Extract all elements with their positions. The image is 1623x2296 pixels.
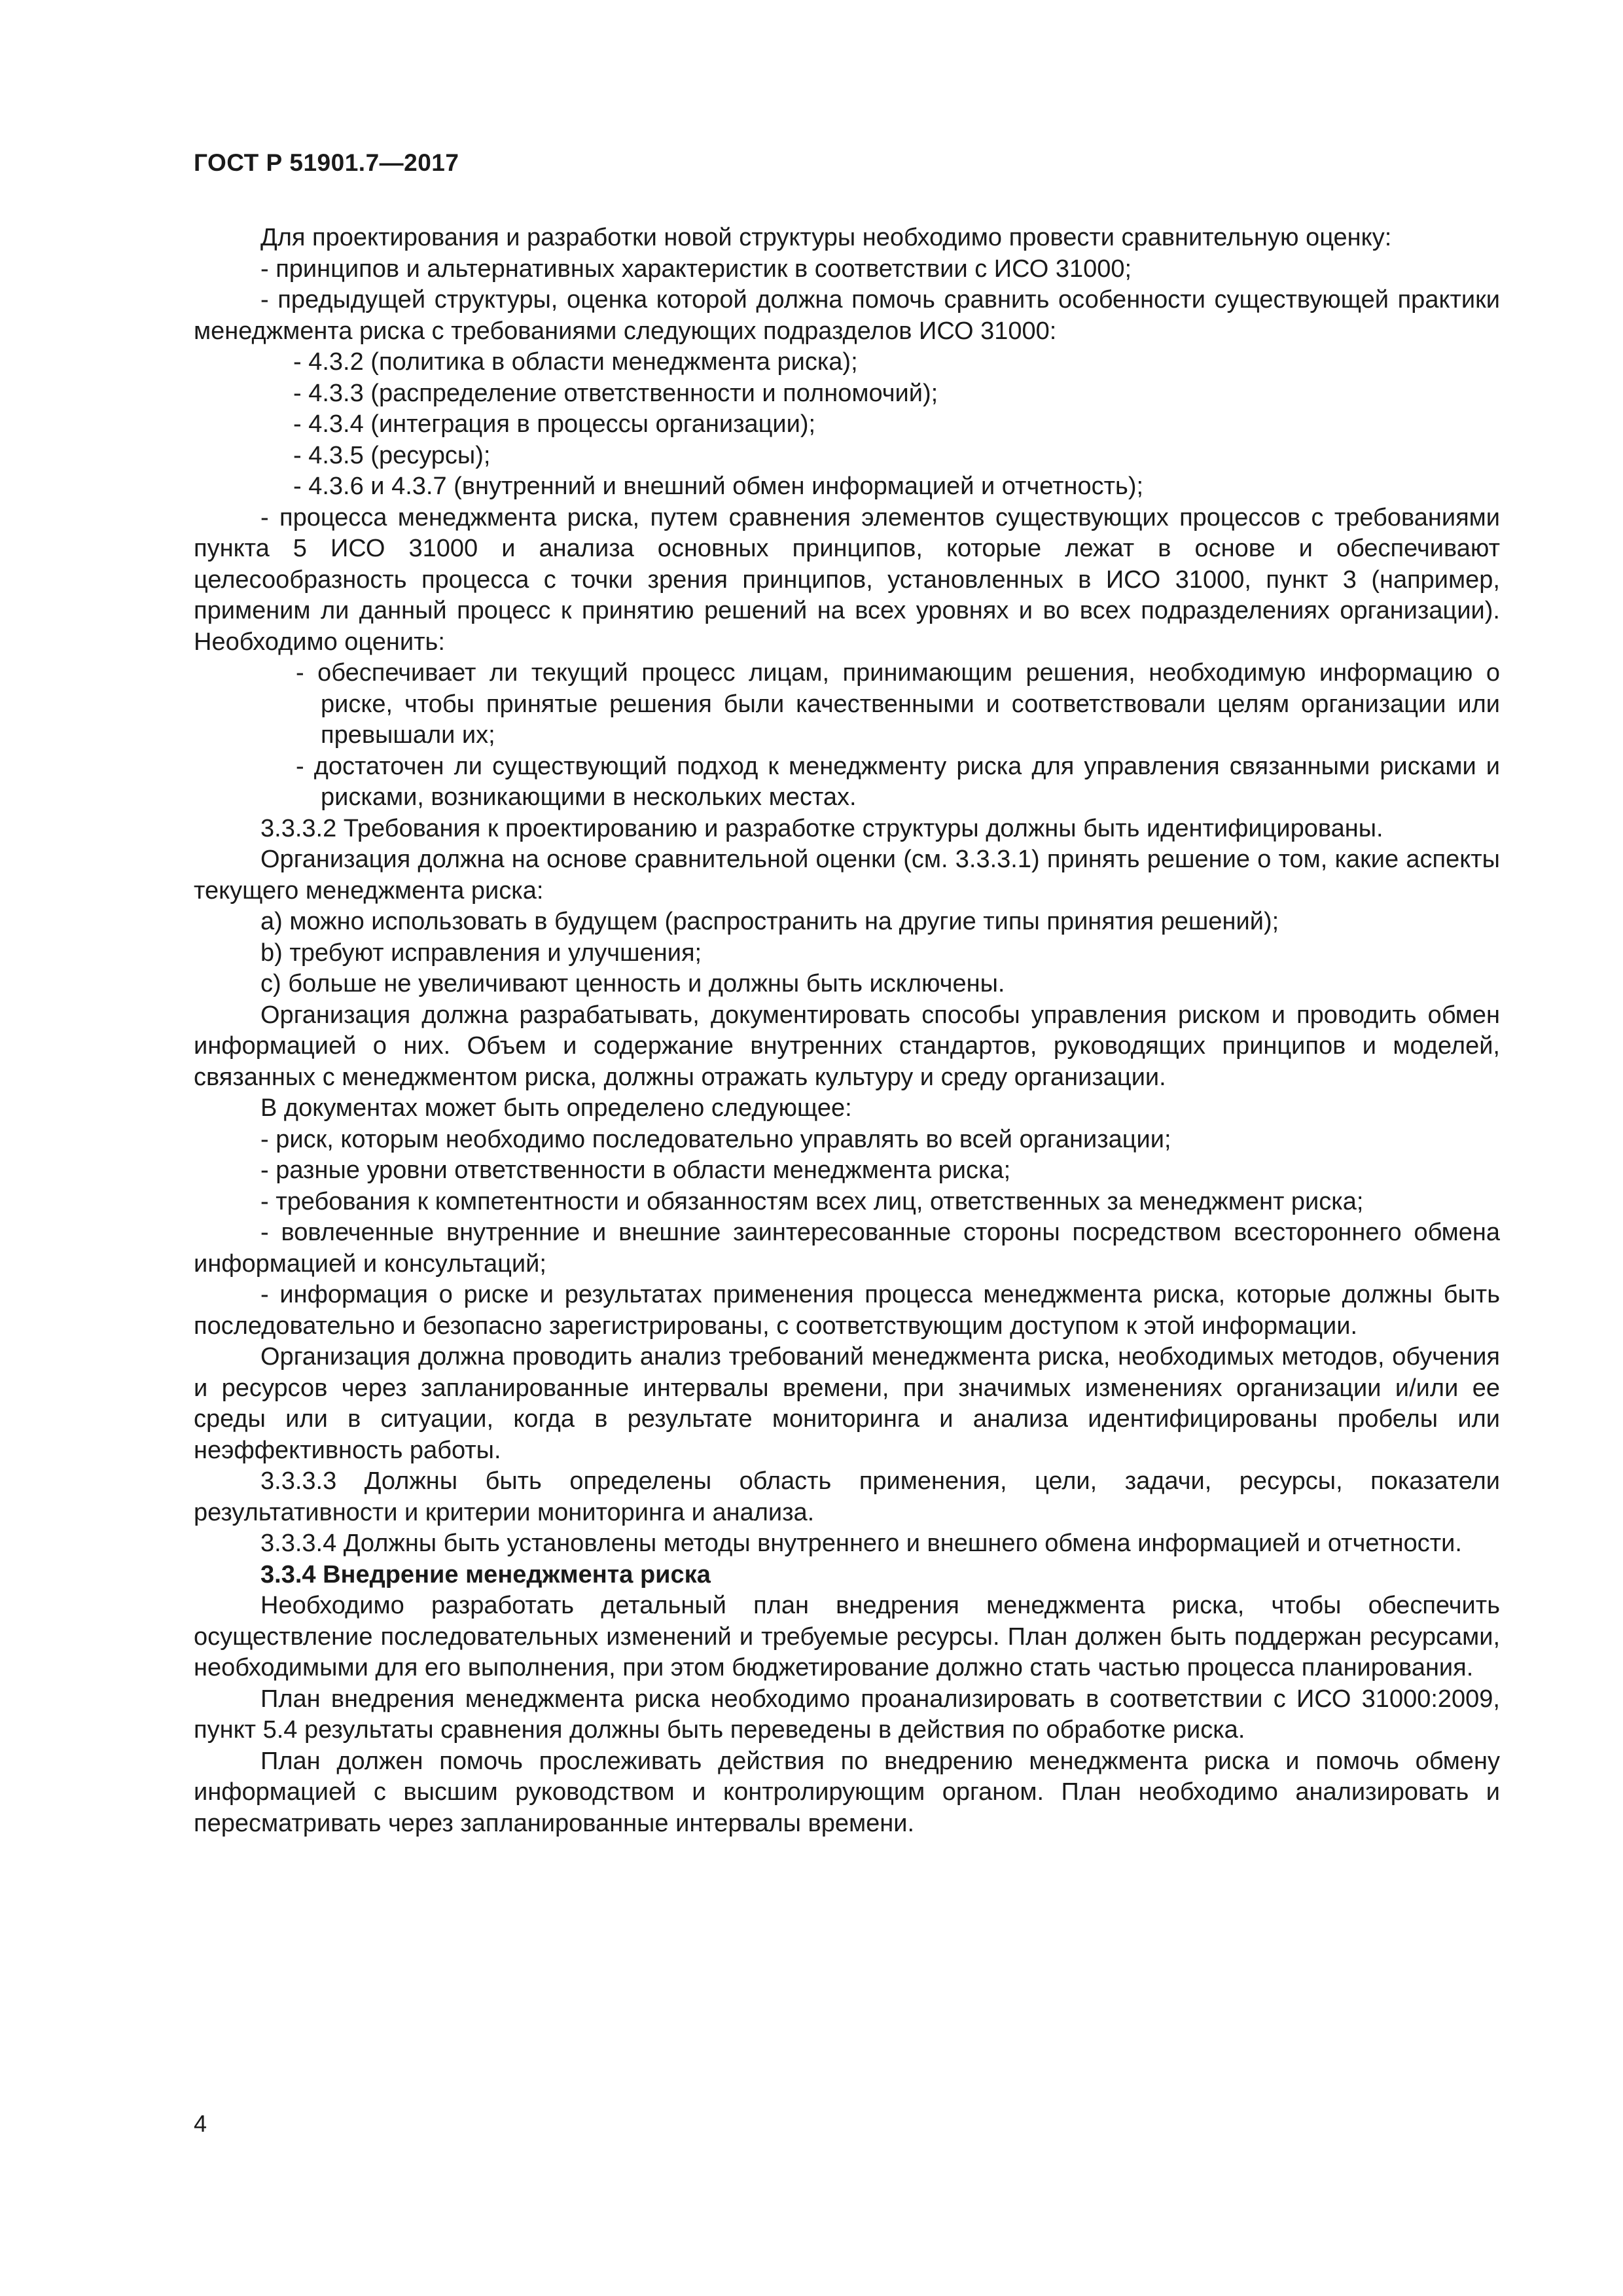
- section-3-3-3-3: 3.3.3.3 Должны быть определены область применения, цели, задачи, ресурсы, показатели результативности и критерии мониторинга и анализа.: [194, 1467, 1500, 1526]
- paragraph: Организация должна проводить анализ требований менеджмента риска, необходимых методов, обучения и ресурсов через запланированные интервалы времени, при значимых изменениях организации и/или ее среды или в ситуации, когда в результате мониторинга и анализа идентифицированы пробелы или неэффективность работы.: [194, 1343, 1500, 1464]
- list-item: - требования к компетентности и обязанностям всех лиц, ответственных за менеджмент риска;: [260, 1187, 1364, 1215]
- paragraph: План внедрения менеджмента риска необходимо проанализировать в соответствии с ИСО 31000:2009, пункт 5.4 результаты сравнения должны быть переведены в действия по обработке риска.: [194, 1685, 1500, 1744]
- list-item: - разные уровни ответственности в области менеджмента риска;: [260, 1157, 1011, 1184]
- list-item: a) можно использовать в будущем (распространить на другие типы принятия решений);: [260, 908, 1279, 935]
- nested-list-item: - достаточен ли существующий подход к менеджменту риска для управления связанными рисками и рисками, возникающими в нескольких местах.: [296, 752, 1500, 811]
- list-item: - вовлеченные внутренние и внешние заинтересованные стороны посредством всестороннего обмена информацией и консультаций;: [194, 1219, 1500, 1278]
- paragraph: Организация должна на основе сравнительной оценки (см. 3.3.3.1) принять решение о том, какие аспекты текущего менеджмента риска:: [194, 846, 1500, 905]
- section-3-3-3-4: 3.3.3.4 Должны быть установлены методы внутреннего и внешнего обмена информацией и отчетности.: [260, 1530, 1462, 1557]
- paragraph: Для проектирования и разработки новой структуры необходимо провести сравнительную оценку:: [260, 224, 1392, 251]
- list-item: - риск, которым необходимо последовательно управлять во всей организации;: [260, 1125, 1171, 1153]
- paragraph: План должен помочь прослеживать действия по внедрению менеджмента риска и помочь обмену информацией с высшим руководством и контролирующим органом. План необходимо анализировать и пересматривать через запланированные интервалы времени.: [194, 1747, 1500, 1837]
- nested-list-item: - обеспечивает ли текущий процесс лицам, принимающим решения, необходимую информацию о риске, чтобы принятые решения были качественными и соответствовали целям организации или превышали их;: [296, 659, 1500, 749]
- paragraph: Необходимо разработать детальный план внедрения менеджмента риска, чтобы обеспечить осуществление последовательных изменений и требуемые ресурсы. План должен быть поддержан ресурсами, необходимыми для его выполнения, при этом бюджетирование должно стать частью процесса планирования.: [194, 1592, 1500, 1681]
- sub-list-item: - 4.3.4 (интеграция в процессы организации);: [293, 410, 816, 438]
- sub-list-item: - 4.3.2 (политика в области менеджмента риска);: [293, 348, 858, 376]
- paragraph: В документах может быть определено следующее:: [260, 1094, 852, 1122]
- sub-list-item: - 4.3.3 (распределение ответственности и полномочий);: [293, 379, 938, 407]
- sub-list-item: - 4.3.5 (ресурсы);: [293, 441, 491, 469]
- paragraph: Организация должна разрабатывать, документировать способы управления риском и проводить обмен информацией о них. Объем и содержание внутренних стандартов, руководящих принципов и моделей, связанных с менеджментом риска, должны отражать культуру и среду организации.: [194, 1001, 1500, 1091]
- document-body: [194, 223, 1500, 1839]
- list-item: c) больше не увеличивают ценность и должны быть исключены.: [260, 970, 1005, 997]
- list-item: - процесса менеджмента риска, путем сравнения элементов существующих процессов с требованиями пункта 5 ИСО 31000 и анализа основных принципов, которые лежат в основе и обеспечивают целесообразность процесса с точки зрения принципов, установленных в ИСО 31000, пункт 3 (например, применим ли данный процесс к принятию решений на всех уровнях и во всех подразделениях организации). Необходимо оценить:: [194, 503, 1500, 656]
- document-header: ГОСТ Р 51901.7—2017: [194, 149, 459, 176]
- section-heading-3-3-4: 3.3.4 Внедрение менеджмента риска: [260, 1560, 711, 1588]
- list-item: - предыдущей структуры, оценка которой должна помочь сравнить особенности существующей практики менеджмента риска с требованиями следующих подразделов ИСО 31000:: [194, 286, 1500, 345]
- page-number: 4: [194, 2110, 207, 2137]
- section-3-3-3-2: 3.3.3.2 Требования к проектированию и разработке структуры должны быть идентифицированы.: [260, 814, 1383, 842]
- list-item: - информация о риске и результатах применения процесса менеджмента риска, которые должны быть последовательно и безопасно зарегистрированы, с соответствующим доступом к этой информации.: [194, 1281, 1500, 1340]
- list-item: b) требуют исправления и улучшения;: [260, 939, 702, 967]
- list-item: - принципов и альтернативных характеристик в соответствии с ИСО 31000;: [260, 255, 1132, 283]
- sub-list-item: - 4.3.6 и 4.3.7 (внутренний и внешний обмен информацией и отчетность);: [293, 473, 1144, 500]
